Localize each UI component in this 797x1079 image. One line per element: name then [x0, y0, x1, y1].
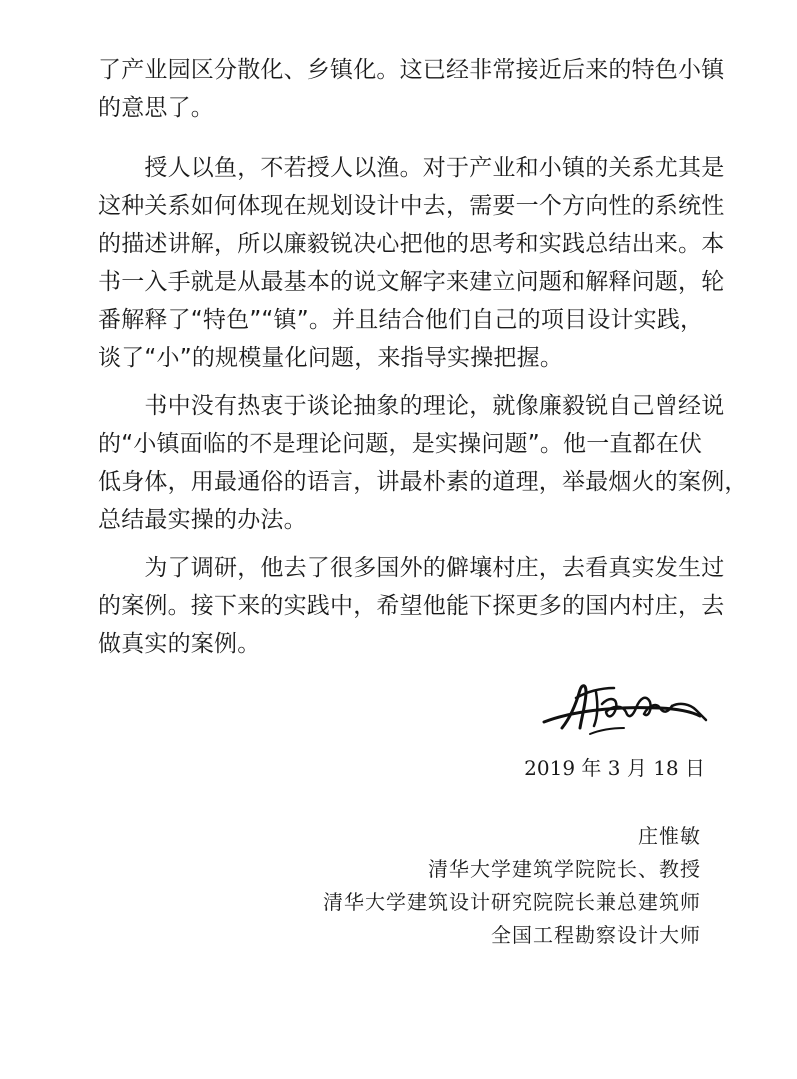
author-name: 庄惟敏: [638, 824, 701, 848]
body-line: 授人以鱼，不若授人以渔。对于产业和小镇的关系尤其是: [98, 155, 725, 181]
author-title: 清华大学建筑学院院长、教授: [428, 857, 701, 881]
body-line: 这种关系如何体现在规划设计中去，需要一个方向性的系统性: [98, 193, 725, 219]
body-line: 低身体，用最通俗的语言，讲最朴素的道理，举最烟火的案例，: [98, 469, 748, 495]
body-line: 的案例。接下来的实践中，希望他能下探更多的国内村庄，去: [98, 593, 725, 619]
body-line: 了产业园区分散化、乡镇化。这已经非常接近后来的特色小镇: [98, 57, 725, 83]
body-line: 番解释了“特色”“镇”。并且结合他们自己的项目设计实践，: [98, 307, 704, 333]
letter-date: 2019 年 3 月 18 日: [524, 756, 705, 780]
body-line: 总结最实操的办法。: [98, 507, 307, 533]
body-line: 的“小镇面临的不是理论问题，是实操问题”。他一直都在伏: [98, 431, 703, 457]
body-line: 为了调研，他去了很多国外的僻壤村庄，去看真实发生过: [98, 555, 725, 581]
body-line: 谈了“小”的规模量化问题，来指导实操把握。: [98, 345, 564, 371]
author-title: 清华大学建筑设计研究院院长兼总建筑师: [323, 890, 701, 914]
body-line: 的描述讲解，所以廉毅锐决心把他的思考和实践总结出来。本: [98, 231, 725, 257]
handwritten-signature: [540, 678, 710, 742]
author-title: 全国工程勘察设计大师: [491, 923, 701, 947]
body-line: 书一入手就是从最基本的说文解字来建立问题和解释问题，轮: [98, 269, 725, 295]
body-line: 的意思了。: [98, 95, 214, 121]
body-line: 做真实的案例。: [98, 631, 261, 657]
body-line: 书中没有热衷于谈论抽象的理论，就像廉毅锐自己曾经说: [98, 393, 725, 419]
